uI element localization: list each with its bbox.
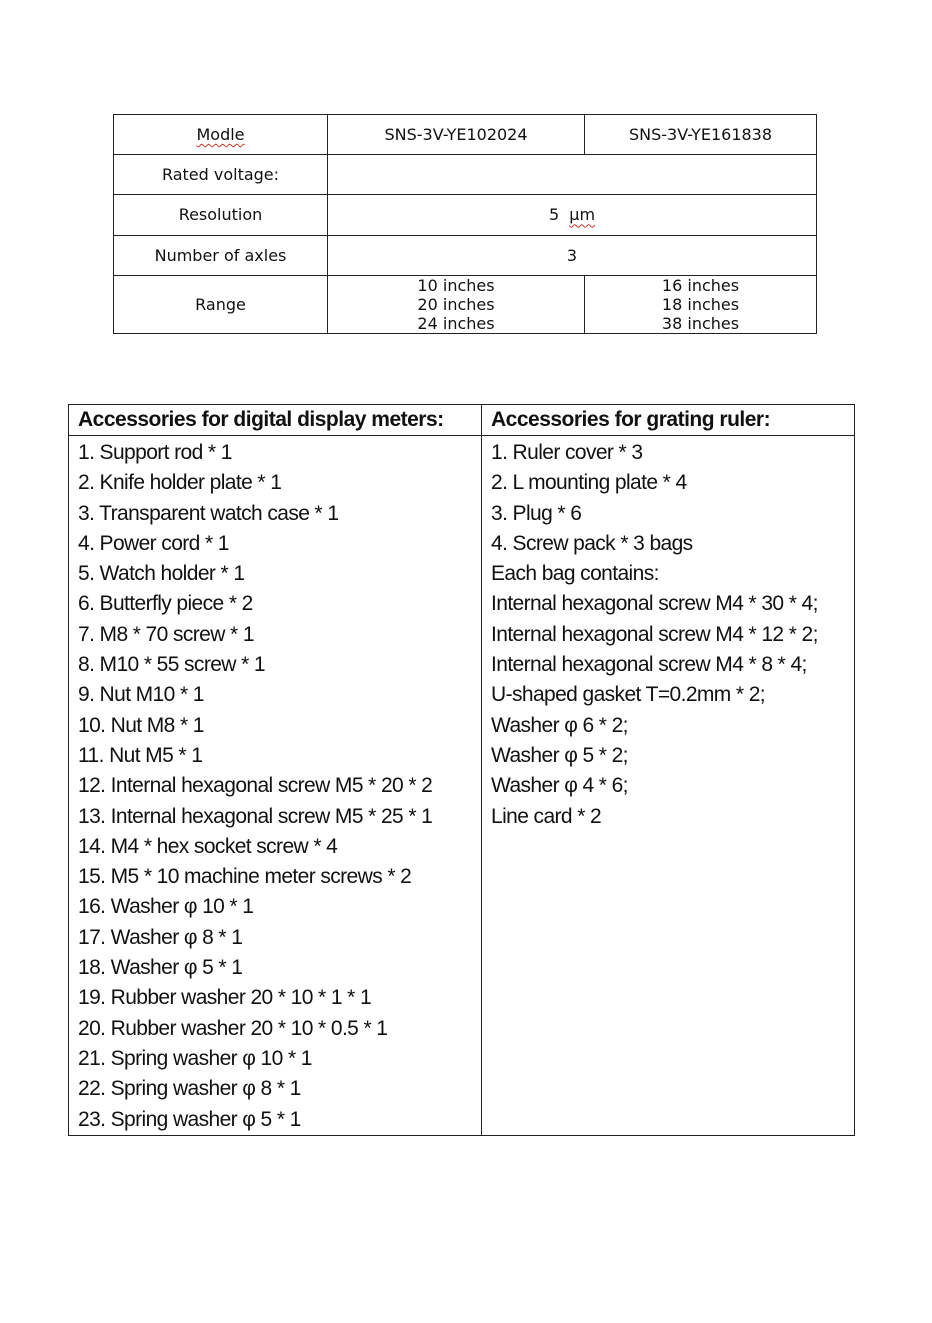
meter-accessories-list <box>78 438 472 1135</box>
voltage-value-cell <box>328 155 817 195</box>
accessories-header-row <box>69 405 855 436</box>
accessories-body-row <box>69 436 855 1136</box>
axles-value-cell: 3 <box>328 235 817 275</box>
axles-label-cell: Number of axles <box>114 235 328 275</box>
list-item: 18. Washer φ 5 * 1 <box>78 956 243 980</box>
list-item: Line card * 2 <box>491 804 602 828</box>
resolution-value-cell <box>328 195 817 235</box>
voltage-label-cell: Rated voltage: <box>114 155 328 195</box>
range-b-item: 16 inches <box>661 275 740 295</box>
model-label-cell <box>114 115 328 155</box>
list-item: 2. Knife holder plate * 1 <box>78 471 282 495</box>
model-a-cell: SNS-3V-YE102024 <box>328 115 585 155</box>
range-a-item: 10 inches <box>417 275 495 295</box>
voltage-row <box>114 155 817 195</box>
list-item: 4. Screw pack * 3 bags <box>491 531 693 555</box>
list-item: 8. M10 * 55 screw * 1 <box>78 653 265 677</box>
range-b-cell <box>585 275 817 333</box>
range-a-item: 24 inches <box>417 313 495 333</box>
list-item: 9. Nut M10 * 1 <box>78 683 204 707</box>
list-item: 16. Washer φ 10 * 1 <box>78 895 254 919</box>
list-item: 19. Rubber washer 20 * 10 * 1 * 1 <box>78 986 372 1010</box>
model-label: Modle <box>196 125 245 145</box>
list-item: 4. Power cord * 1 <box>78 531 229 555</box>
axles-row <box>114 235 817 275</box>
meter-accessories-cell <box>69 436 482 1136</box>
ruler-accessories-list <box>491 438 845 832</box>
list-item: 7. M8 * 70 screw * 1 <box>78 622 254 646</box>
range-a-cell <box>328 275 585 333</box>
list-item: 6. Butterfly piece * 2 <box>78 592 253 616</box>
list-item: 20. Rubber washer 20 * 10 * 0.5 * 1 <box>78 1016 388 1040</box>
list-item: Washer φ 5 * 2; <box>491 743 628 767</box>
list-item: 12. Internal hexagonal screw M5 * 20 * 2 <box>78 774 433 798</box>
model-row <box>114 115 817 155</box>
list-item: Internal hexagonal screw M4 * 12 * 2; <box>491 622 818 646</box>
list-item: Washer φ 6 * 2; <box>491 713 628 737</box>
list-item: 14. M4 * hex socket screw * 4 <box>78 834 338 858</box>
list-item: 1. Support rod * 1 <box>78 441 232 464</box>
list-item: Each bag contains: <box>491 562 659 586</box>
range-b-item: 38 inches <box>661 313 740 333</box>
list-item: 3. Plug * 6 <box>491 501 582 525</box>
list-item: Internal hexagonal screw M4 * 8 * 4; <box>491 653 807 677</box>
ruler-accessories-title: Accessories for grating ruler: <box>482 405 855 436</box>
list-item: U-shaped gasket T=0.2mm * 2; <box>491 683 766 707</box>
resolution-row <box>114 195 817 235</box>
meter-accessories-title: Accessories for digital display meters: <box>69 405 482 436</box>
list-item: 10. Nut M8 * 1 <box>78 713 204 737</box>
range-a-item: 20 inches <box>417 294 495 314</box>
list-item: 11. Nut M5 * 1 <box>78 743 203 767</box>
list-item: 17. Washer φ 8 * 1 <box>78 925 243 949</box>
resolution-value: 5 <box>548 205 560 225</box>
list-item: Internal hexagonal screw M4 * 30 * 4; <box>491 592 818 616</box>
list-item: 2. L mounting plate * 4 <box>491 471 687 495</box>
list-item: Washer φ 4 * 6; <box>491 774 628 798</box>
range-b-item: 18 inches <box>661 294 740 314</box>
spec-table <box>113 114 817 334</box>
list-item: 1. Ruler cover * 3 <box>491 441 643 464</box>
range-label-cell: Range <box>114 275 328 333</box>
list-item: 5. Watch holder * 1 <box>78 562 245 586</box>
resolution-unit: μm <box>569 205 596 225</box>
list-item: 22. Spring washer φ 8 * 1 <box>78 1077 301 1101</box>
accessories-table <box>68 404 855 1136</box>
model-b-cell: SNS-3V-YE161838 <box>585 115 817 155</box>
list-item: 13. Internal hexagonal screw M5 * 25 * 1 <box>78 804 433 828</box>
list-item: 3. Transparent watch case * 1 <box>78 501 339 525</box>
list-item: 21. Spring washer φ 10 * 1 <box>78 1046 312 1070</box>
ruler-accessories-cell <box>482 436 855 1136</box>
list-item: 15. M5 * 10 machine meter screws * 2 <box>78 865 412 889</box>
list-item: 23. Spring washer φ 5 * 1 <box>78 1107 301 1131</box>
range-row <box>114 275 817 333</box>
resolution-label-cell: Resolution <box>114 195 328 235</box>
